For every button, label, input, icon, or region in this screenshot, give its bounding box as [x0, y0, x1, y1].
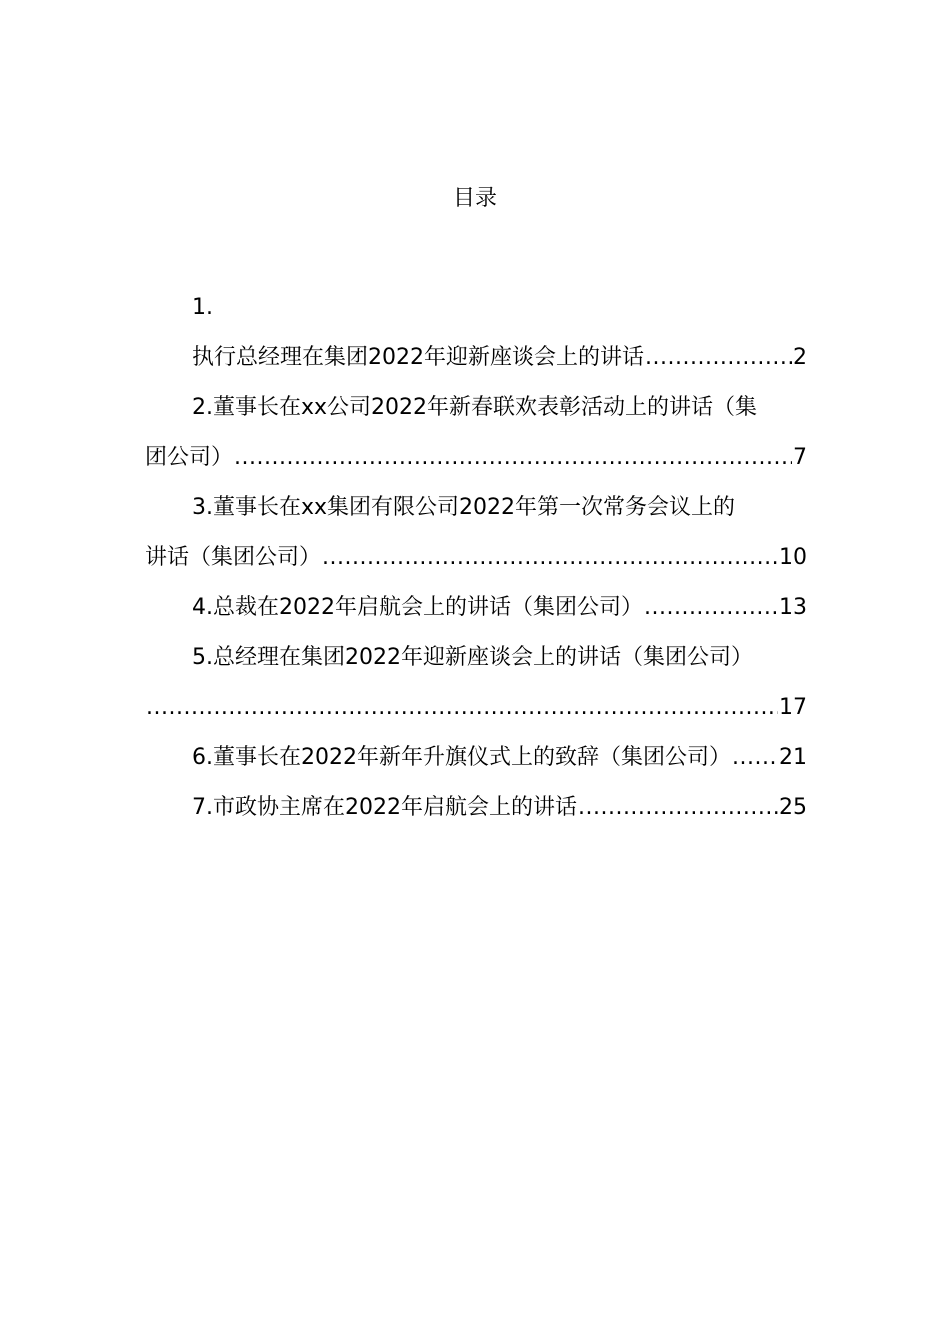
dot-leader [146, 683, 778, 733]
toc-entry-6-text: 6.董事长在2022年新年升旗仪式上的致辞（集团公司） [192, 745, 731, 770]
toc-entry-5-text: 5.总经理在集团2022年迎新座谈会上的讲话（集团公司） [192, 645, 753, 670]
toc-entry-3-line2[interactable] [145, 533, 807, 583]
toc-entry-7[interactable] [145, 783, 807, 833]
toc-entry-5-line1[interactable] [145, 633, 807, 683]
dot-leader [322, 533, 778, 583]
toc-entry-5-page: 17 [779, 695, 807, 720]
toc-entry-1-text: 执行总经理在集团2022年迎新座谈会上的讲话 [192, 345, 644, 370]
toc-entry-6-page: 21 [779, 745, 807, 770]
dot-leader [578, 783, 778, 833]
toc-entry-1-number [145, 283, 807, 333]
toc-entry-2-text-cont: 团公司） [145, 445, 234, 470]
toc-entry-3-line1[interactable] [145, 483, 807, 533]
toc-entry-5-line2[interactable] [145, 683, 807, 733]
toc-entry-4-page: 13 [779, 595, 807, 620]
table-of-contents [145, 283, 807, 833]
toc-entry-3-text-cont: 讲话（集团公司） [145, 545, 322, 570]
dot-leader [644, 583, 778, 633]
dot-leader [732, 733, 778, 783]
toc-title: 目录 [452, 186, 497, 211]
toc-entry-6[interactable] [145, 733, 807, 783]
toc-entry-4-text: 4.总裁在2022年启航会上的讲话（集团公司） [192, 595, 643, 620]
toc-entry-2-page: 7 [793, 445, 807, 470]
dot-leader [234, 433, 792, 483]
dot-leader [645, 333, 792, 383]
toc-entry-3-text: 3.董事长在xx集团有限公司2022年第一次常务会议上的 [192, 495, 736, 520]
toc-entry-1-page: 2 [793, 345, 807, 370]
toc-entry-1-prefix: 1. [192, 295, 213, 320]
toc-entry-7-text: 7.市政协主席在2022年启航会上的讲话 [192, 795, 577, 820]
toc-entry-7-page: 25 [779, 795, 807, 820]
toc-entry-2-text: 2.董事长在xx公司2022年新春联欢表彰活动上的讲话（集 [192, 395, 758, 420]
toc-entry-4[interactable] [145, 583, 807, 633]
toc-entry-2-line1[interactable] [145, 383, 807, 433]
toc-entry-1[interactable] [145, 333, 807, 383]
toc-entry-2-line2[interactable] [145, 433, 807, 483]
toc-entry-3-page: 10 [779, 545, 807, 570]
